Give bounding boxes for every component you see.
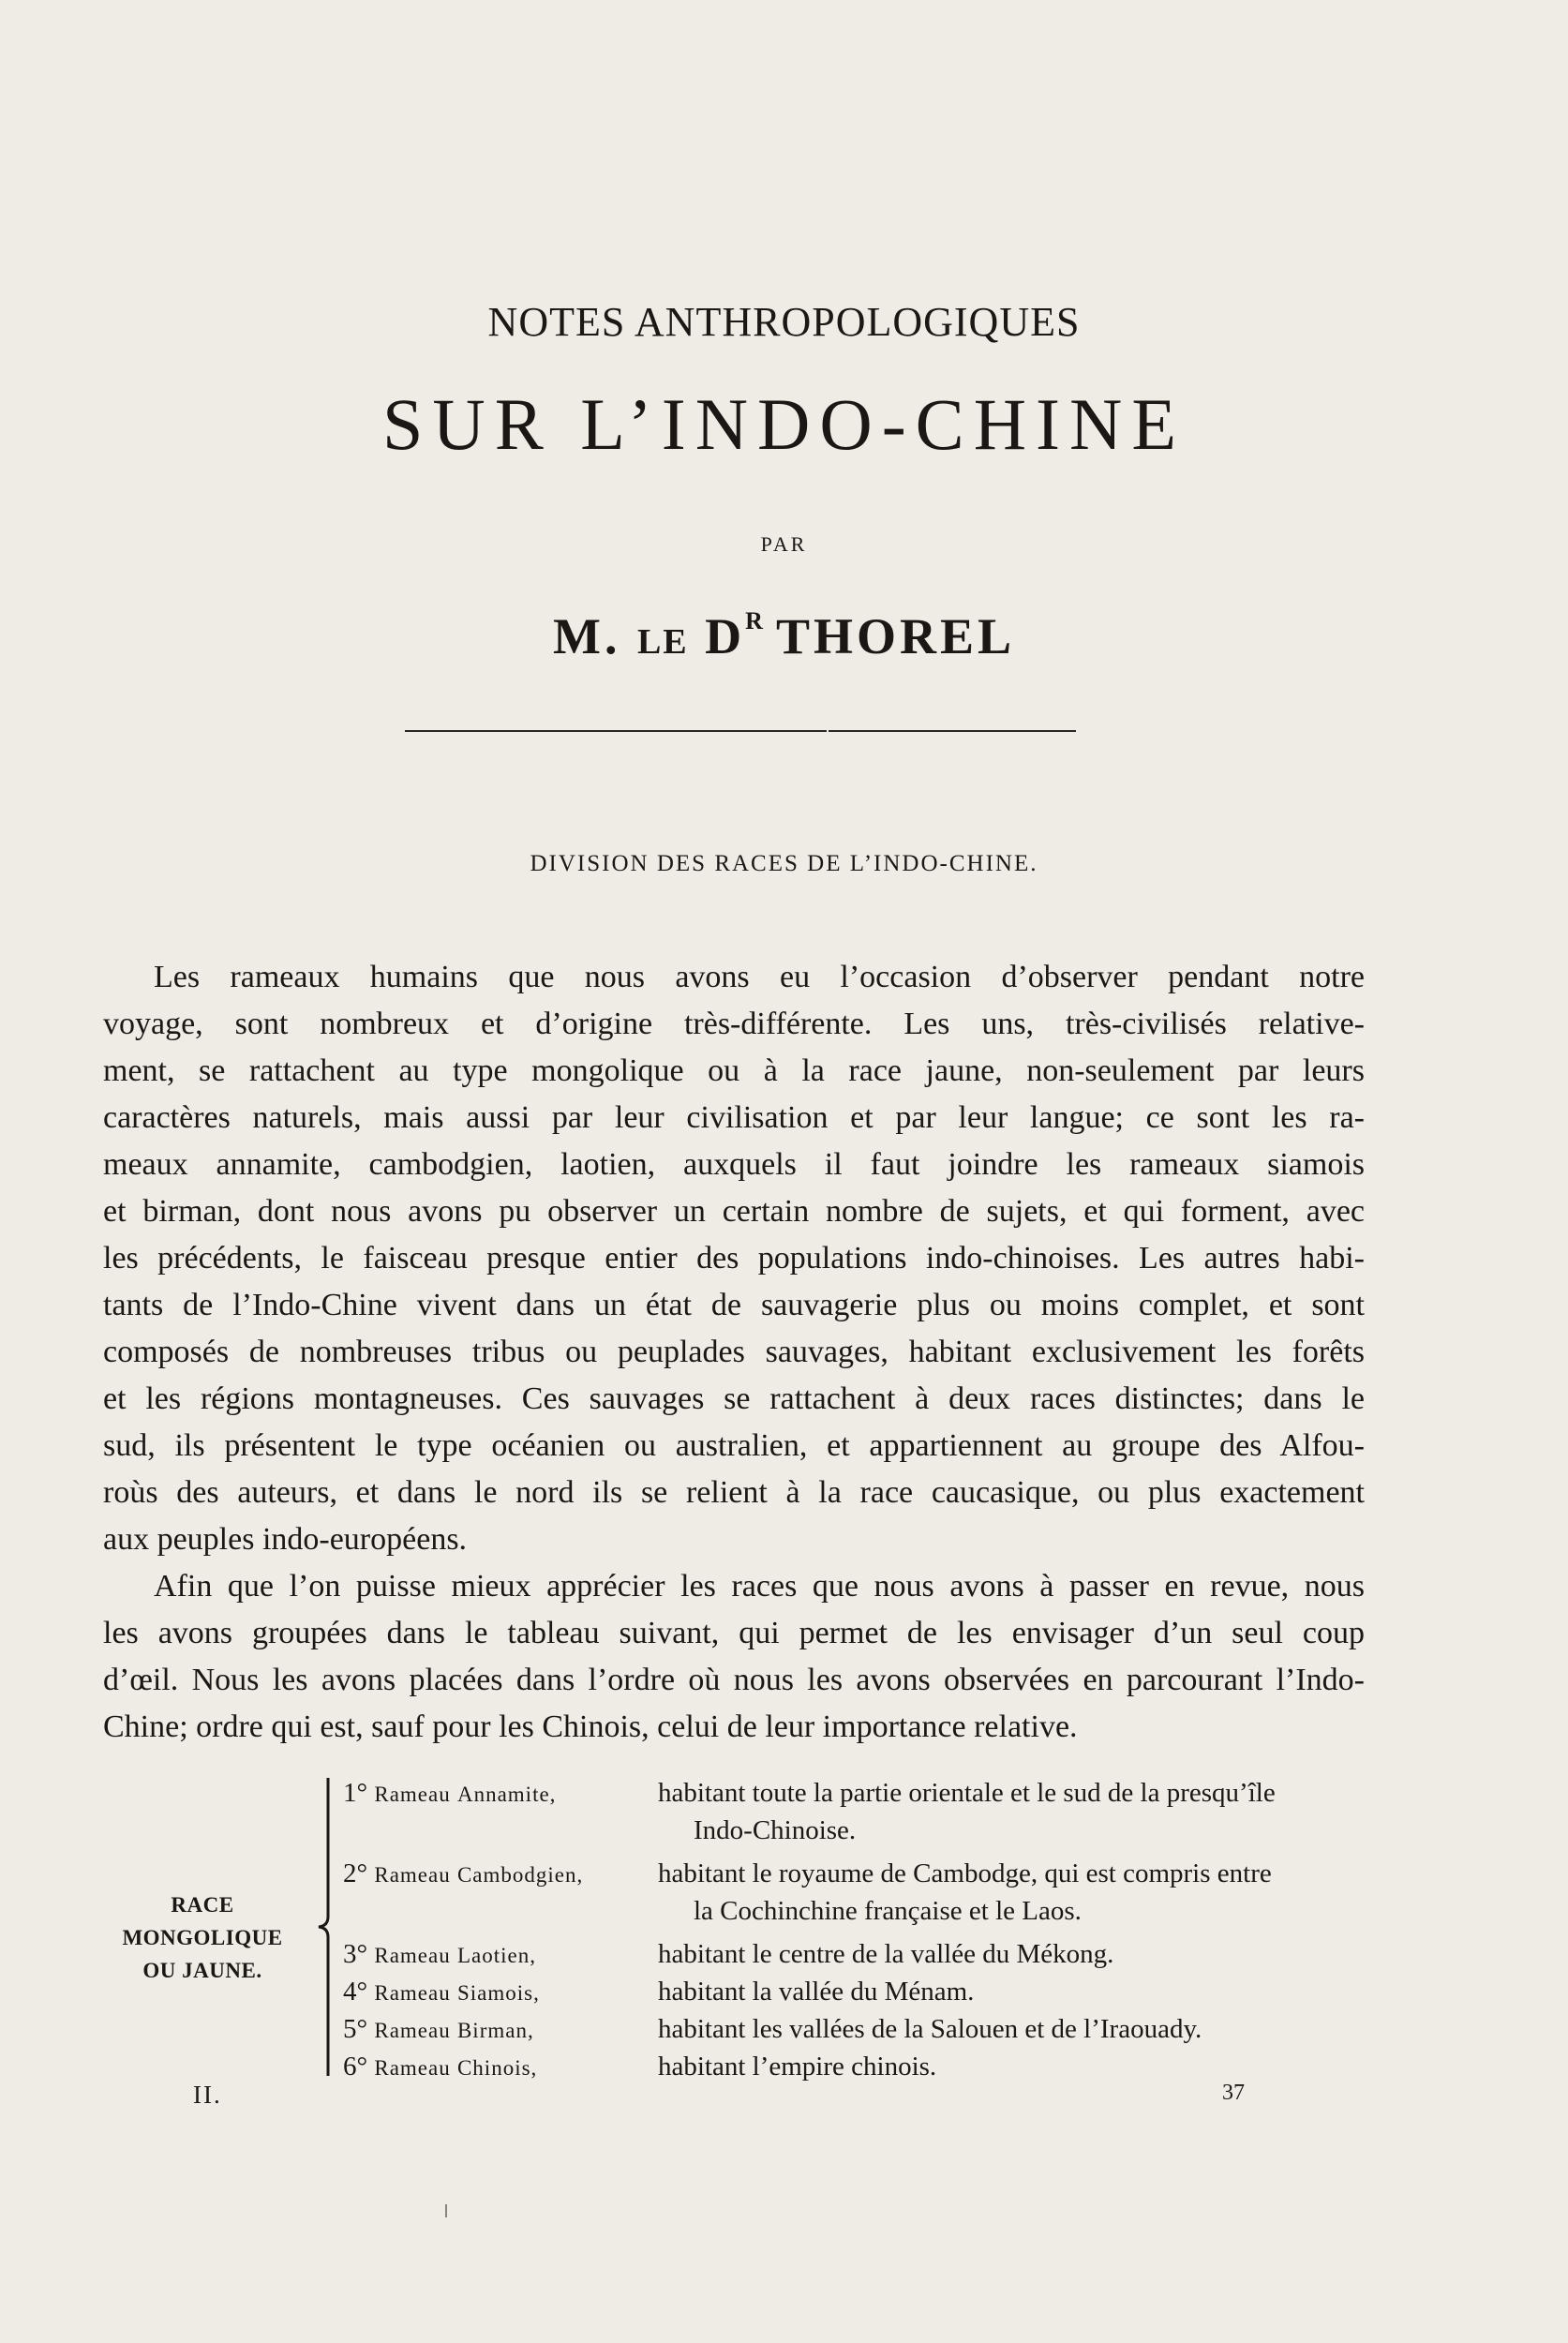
- rameau-word: Rameau: [374, 2056, 451, 2080]
- rameau-number: 1°: [343, 1778, 368, 1808]
- rameau-word: Rameau: [374, 1783, 451, 1806]
- rameau-number: 2°: [343, 1858, 368, 1888]
- text-line: meaux annamite, cambodgien, laotien, auxquels il faut joindre les rameaux siamois: [103, 1147, 1365, 1182]
- text-line: caractères naturels, mais aussi par leur civilisation et par leur langue; ce sont les ra-: [103, 1100, 1365, 1135]
- rameau-name: Cambodgien,: [456, 1863, 584, 1887]
- rameau-name: Birman,: [456, 2019, 534, 2042]
- brace: [315, 1776, 336, 2078]
- habitat-text: habitant la vallée du Ménam.: [658, 1977, 975, 2007]
- text-line: voyage, sont nombreux et d’origine très-différente. Les uns, très-civilisés relative-: [103, 1007, 1365, 1041]
- author: [0, 607, 1568, 665]
- rameau-word: Rameau: [374, 2019, 451, 2042]
- rameau-number: 6°: [343, 2052, 368, 2082]
- rameau-label: [343, 2048, 652, 2087]
- race-label-line-1: RACE MONGOLIQUE: [122, 1893, 283, 1949]
- text-line: d’œil. Nous les avons placées dans l’ordre où nous les avons observées en parcourant l’Indo-: [103, 1663, 1365, 1697]
- page-number: 37: [1222, 2081, 1245, 2105]
- author-sup: R: [745, 607, 763, 634]
- author-le: LE: [636, 622, 689, 662]
- paragraph-1: [103, 954, 1365, 1563]
- text-line: Les rameaux humains que nous avons eu l’occasion d’observer pendant notre: [154, 960, 1365, 994]
- section-title: DIVISION DES RACES DE L’INDO-CHINE.: [530, 851, 1038, 876]
- race-label-line-2: OU JAUNE.: [142, 1959, 262, 1982]
- text-line: sud, ils présentent le type océanien ou australien, et appartiennent au groupe des Alfou-: [103, 1428, 1365, 1463]
- race-label: [90, 1888, 315, 1987]
- subtitle: NOTES ANTHROPOLOGIQUES: [487, 299, 1081, 345]
- text-line: les avons groupées dans le tableau suivant, qui permet de les envisager d’un seul coup: [103, 1616, 1365, 1650]
- habitat-text: habitant l’empire chinois.: [658, 2052, 937, 2082]
- text-line: composés de nombreuses tribus ou peuplades sauvages, habitant exclusivement les forêts: [103, 1335, 1365, 1369]
- rameau-name: Annamite,: [456, 1783, 557, 1806]
- author-d: D: [705, 608, 746, 664]
- habitat-text: habitant les vallées de la Salouen et de l’Iraouady.: [658, 2014, 1202, 2044]
- text-line: et les régions montagneuses. Ces sauvages se rattachent à deux races distinctes; dans le: [103, 1381, 1365, 1416]
- text-line: Chine; ordre qui est, sauf pour les Chinois, celui de leur importance relative.: [103, 1709, 1078, 1744]
- rameau-number: 3°: [343, 1939, 368, 1969]
- rameau-label: [343, 1973, 652, 2012]
- title-rule: [405, 730, 827, 732]
- habitat-continuation: la Cochinchine française et le Laos.: [694, 1896, 1082, 1926]
- text-line: Afin que l’on puisse mieux apprécier les races que nous avons à passer en revue, nous: [154, 1569, 1365, 1604]
- rameau-label: [343, 1935, 652, 1975]
- rameau-name: Siamois,: [456, 1981, 540, 2005]
- rameau-label: [343, 1774, 652, 1813]
- habitat-text: habitant le royaume de Cambodge, qui est compris entre: [658, 1858, 1272, 1888]
- text-line: tants de l’Indo-Chine vivent dans un état de sauvagerie plus ou moins complet, et sont: [103, 1288, 1365, 1322]
- main-title: SUR L’INDO-CHINE: [382, 383, 1186, 465]
- paragraph-2: [103, 1563, 1365, 1751]
- habitat-text: habitant le centre de la vallée du Mékong.: [658, 1939, 1114, 1969]
- rameau-number: 4°: [343, 1977, 368, 2007]
- author-m: M.: [552, 608, 621, 664]
- rameau-label: [343, 2010, 652, 2050]
- title-rule-right: [829, 730, 1076, 732]
- text-line: les précédents, le faisceau presque entier des populations indo-chinoises. Les autres habi-: [103, 1241, 1365, 1276]
- rameau-name: Chinois,: [456, 2056, 538, 2080]
- rameau-label: [343, 1855, 652, 1894]
- by-line: PAR: [760, 532, 808, 556]
- text-line: aux peuples indo-européens.: [103, 1522, 468, 1557]
- habitat-continuation: Indo-Chinoise.: [694, 1815, 857, 1845]
- rameau-number: 5°: [343, 2014, 368, 2044]
- rameau-word: Rameau: [374, 1981, 451, 2005]
- text-line: et birman, dont nous avons pu observer un certain nombre de sujets, et qui forment, avec: [103, 1194, 1365, 1229]
- author-name: THOREL: [775, 608, 1015, 664]
- text-line: ment, se rattachent au type mongolique ou à la race jaune, non-seulement par leurs: [103, 1053, 1365, 1088]
- rameau-word: Rameau: [374, 1863, 451, 1887]
- rameau-word: Rameau: [374, 1944, 451, 1967]
- text-line: roùs des auteurs, et dans le nord ils se relient à la race caucasique, ou plus exactement: [103, 1475, 1365, 1510]
- signature-mark: II.: [193, 2081, 222, 2109]
- paper-mark: [445, 2204, 447, 2217]
- rameau-name: Laotien,: [456, 1944, 536, 1967]
- habitat-text: habitant toute la partie orientale et le sud de la presqu’île: [658, 1778, 1276, 1808]
